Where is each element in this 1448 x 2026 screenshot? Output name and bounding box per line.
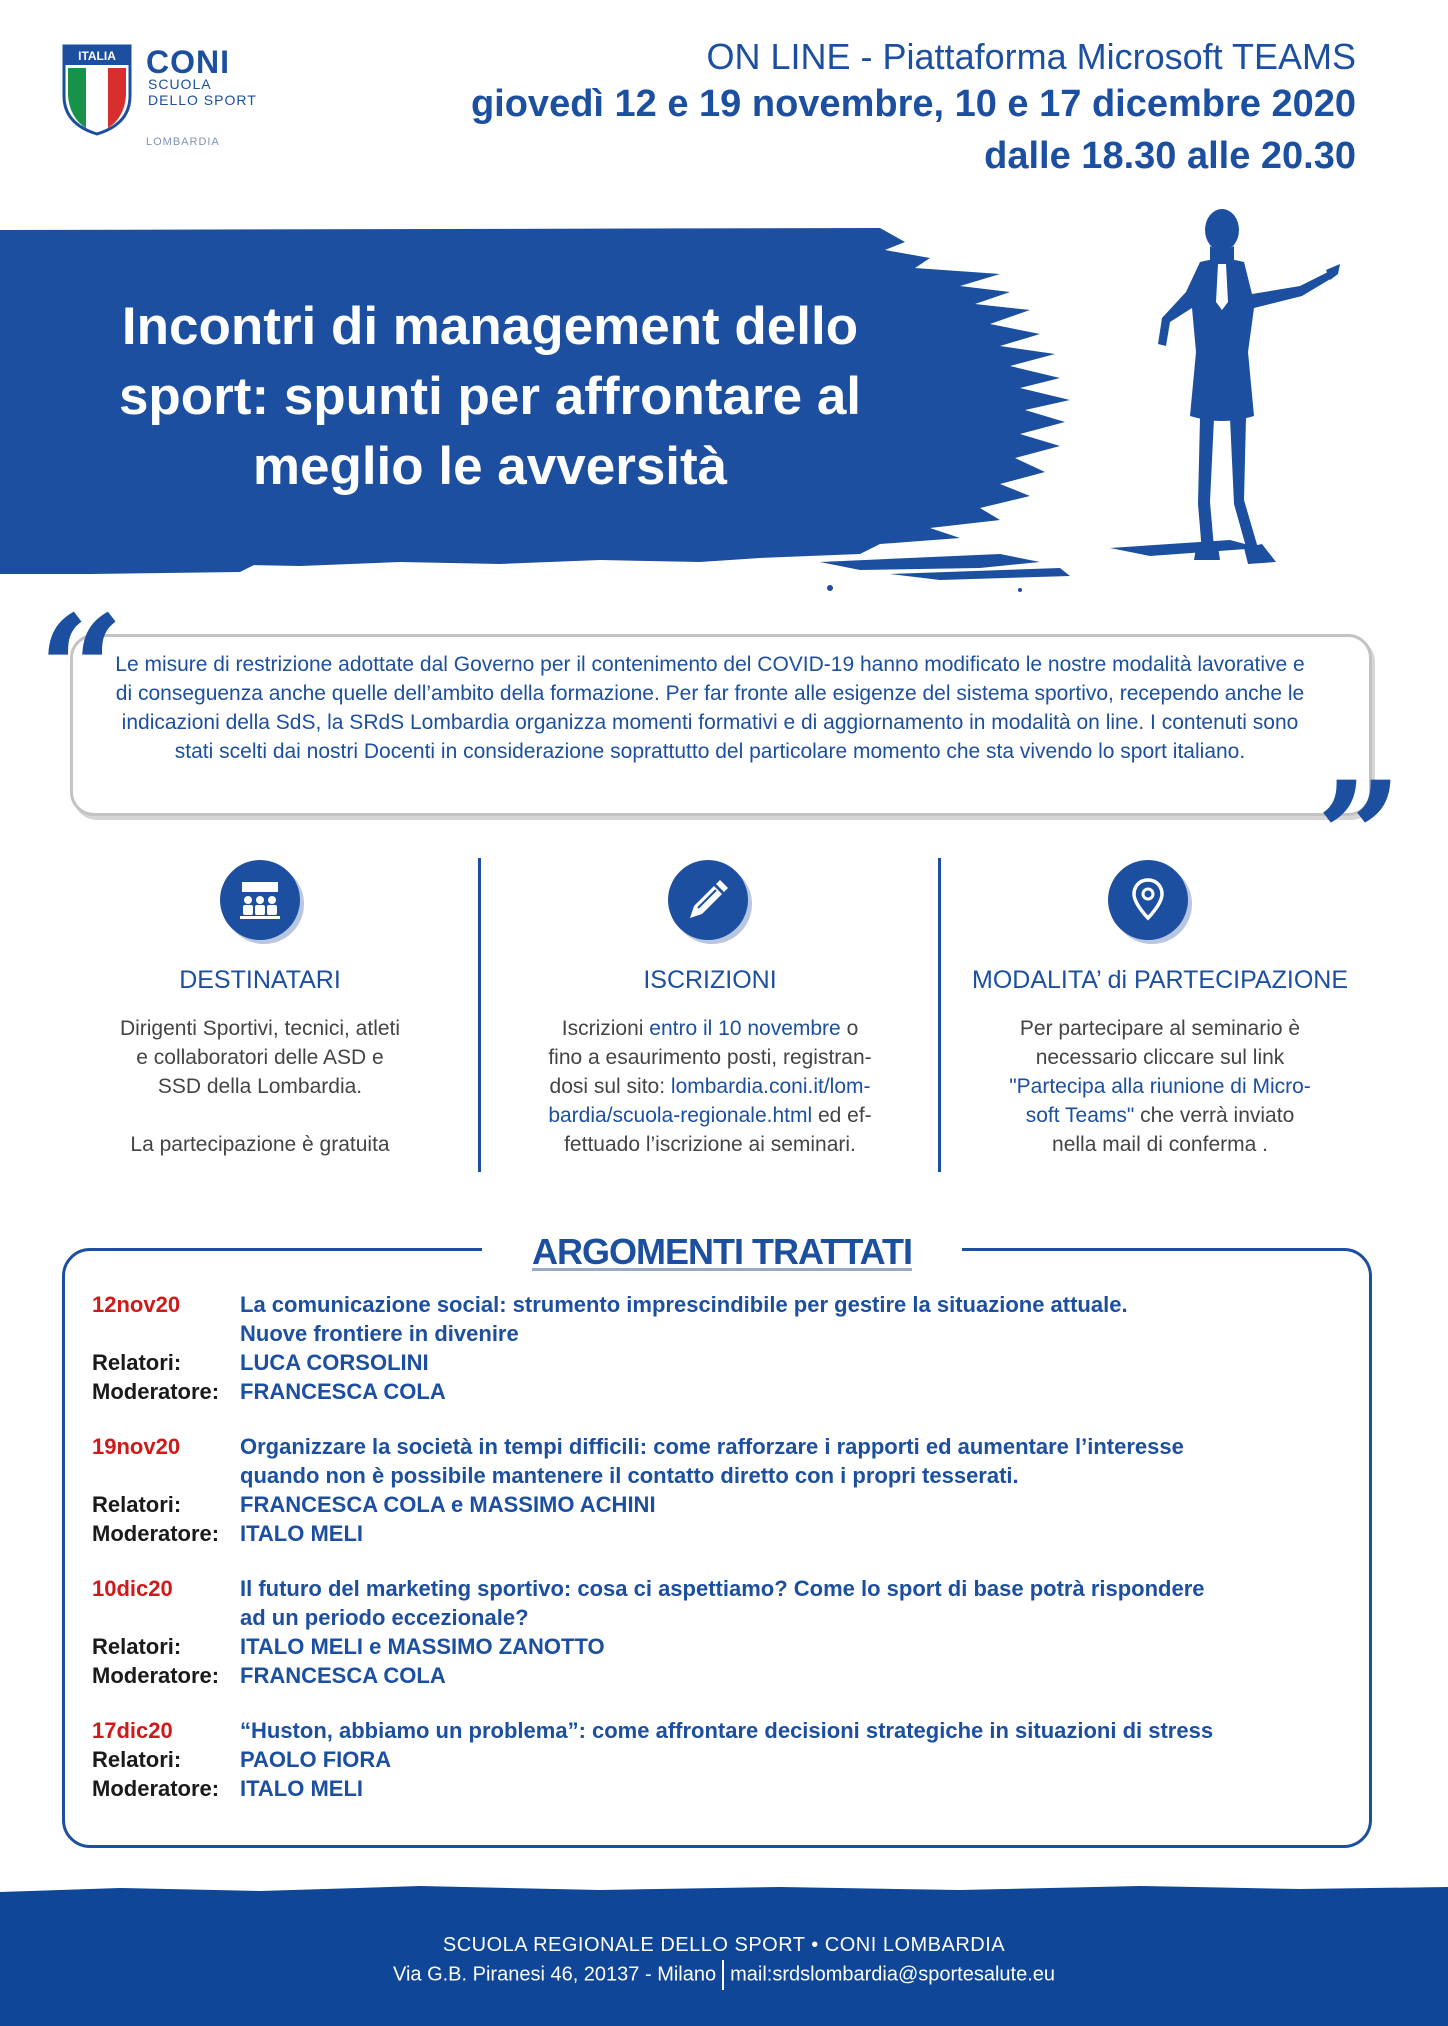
coni-sub-line2: DELLO SPORT	[148, 92, 257, 108]
destinatari-line: Dirigenti Sportivi, tecnici, atleti	[119, 1017, 401, 1040]
talk-relatori: LUCA CORSOLINI	[240, 1350, 429, 1375]
talk-list	[92, 1290, 1352, 1829]
destinatari-text	[40, 1014, 480, 1159]
teams-link[interactable]: "Partecipa alla riunione di Micro-	[1009, 1075, 1311, 1098]
iscrizioni-text-part: ed ef-	[812, 1104, 872, 1127]
coni-subtitle	[148, 76, 257, 108]
registration-link[interactable]: bardia/scuola-regionale.html	[548, 1104, 813, 1127]
hero-title-line1: Incontri di management dello	[121, 297, 859, 356]
event-info	[471, 36, 1356, 182]
talk-item	[92, 1290, 1352, 1406]
talk-title-cont: quando non è possibile mantenere il contatto diretto con i propri tesserati.	[240, 1463, 1019, 1488]
talk-moderatore: FRANCESCA COLA	[240, 1663, 446, 1688]
close-quote-icon: ”	[1316, 749, 1403, 925]
hero-title	[40, 292, 940, 502]
destinatari-line: e collaboratori delle ASD e	[136, 1046, 384, 1069]
talk-item	[92, 1432, 1352, 1548]
modalita-line: nella mail di conferma .	[1052, 1133, 1268, 1156]
talk-title: La comunicazione social: strumento imprescindibile per gestire la situazione attuale.	[240, 1292, 1128, 1317]
talk-relatori: FRANCESCA COLA e MASSIMO ACHINI	[240, 1492, 656, 1517]
moderatore-label: Moderatore:	[92, 1379, 220, 1404]
hero-banner	[0, 228, 1448, 608]
shield-badge-text: ITALIA	[78, 49, 116, 63]
modalita-text-part: che verrà inviato	[1134, 1104, 1295, 1127]
moderatore-label: Moderatore:	[92, 1521, 220, 1546]
talk-moderatore: ITALO MELI	[240, 1776, 364, 1801]
talk-relatori: ITALO MELI e MASSIMO ZANOTTO	[240, 1634, 605, 1659]
iscrizioni-text-part: Iscrizioni	[561, 1017, 650, 1040]
coni-sub-line1: SCUOLA	[148, 76, 212, 92]
event-platform: ON LINE - Piattaforma Microsoft TEAMS	[706, 36, 1356, 77]
italia-shield-icon	[62, 44, 132, 136]
talk-moderatore: FRANCESCA COLA	[240, 1379, 446, 1404]
registration-link[interactable]: lombardia.coni.it/lom-	[670, 1075, 871, 1098]
talk-item	[92, 1716, 1352, 1803]
moderatore-label: Moderatore:	[92, 1663, 220, 1688]
talk-date: 10dic20	[92, 1576, 173, 1601]
iscrizioni-text-part: dosi sul sito:	[549, 1075, 671, 1098]
talk-relatori: PAOLO FIORA	[240, 1747, 392, 1772]
modalita-text	[930, 1014, 1390, 1159]
iscrizioni-line: fettuado l’iscrizione ai seminari.	[564, 1133, 856, 1156]
pencil-icon	[668, 860, 748, 940]
audience-icon	[220, 860, 300, 940]
iscrizioni-text	[490, 1014, 930, 1159]
modalita-line: Per partecipare al seminario è	[1019, 1017, 1301, 1040]
talk-date: 19nov20	[92, 1434, 181, 1459]
relatori-label: Relatori:	[92, 1634, 182, 1659]
footer-bar	[0, 1892, 1448, 2026]
teams-link[interactable]: soft Teams"	[1025, 1104, 1135, 1127]
destinatari-line: SSD della Lombardia.	[157, 1075, 363, 1098]
relatori-label: Relatori:	[92, 1350, 182, 1375]
location-pin-icon	[1108, 860, 1188, 940]
open-quote-icon: “	[38, 583, 125, 759]
relatori-label: Relatori:	[92, 1747, 182, 1772]
modalita-title: MODALITA’ di PARTECIPAZIONE	[972, 966, 1348, 994]
argomenti-heading	[482, 1226, 962, 1278]
moderatore-label: Moderatore:	[92, 1776, 220, 1801]
footer-divider	[722, 1960, 724, 1990]
coni-name: CONI	[146, 44, 230, 80]
iscrizioni-text-part: o	[840, 1017, 859, 1040]
talk-date: 17dic20	[92, 1718, 173, 1743]
event-dates: giovedì 12 e 19 novembre, 10 e 17 dicembre 2020	[470, 83, 1356, 125]
iscrizioni-deadline: entro il 10 novembre	[649, 1017, 841, 1040]
footer-contacts	[0, 1960, 1448, 1990]
coni-logo	[62, 44, 292, 154]
footer-organization: SCUOLA REGIONALE DELLO SPORT • CONI LOMBARDIA	[442, 1934, 1006, 1956]
hero-title-line3: meglio le avversità	[252, 437, 728, 496]
destinatari-title: DESTINATARI	[179, 966, 341, 994]
talk-item	[92, 1574, 1352, 1690]
talk-title: Organizzare la società in tempi difficili: come rafforzare i rapporti ed aumentare l’interesse	[240, 1434, 1184, 1459]
talk-date: 12nov20	[92, 1292, 181, 1317]
event-hours: dalle 18.30 alle 20.30	[984, 135, 1356, 177]
iscrizioni-title: ISCRIZIONI	[643, 966, 777, 994]
talk-title-cont: ad un periodo eccezionale?	[240, 1605, 529, 1630]
coni-region: LOMBARDIA	[146, 136, 220, 146]
footer-email-link[interactable]: mail:srdslombardia@sportesalute.eu	[730, 1963, 1056, 1986]
destinatari-free-note: La partecipazione è gratuita	[130, 1133, 390, 1156]
talk-moderatore: ITALO MELI	[240, 1521, 364, 1546]
intro-quote-text: Le misure di restrizione adottate dal Governo per il contenimento del COVID-19 hanno modificato le nostre modalità lavorative e di conseguenza anche quelle dell’ambito della formazione. Per far fronte alle esigenze del sistema sportivo, recependo anche le indicazioni della SdS, la SRdS Lombardia organizza momenti formativi e di aggiornamento in modalità on line. I contenuti sono stati scelti dai nostri Docenti in considerazione soprattutto del particolare momento che sta vivendo lo sport italiano.	[115, 653, 1305, 763]
hero-title-line2: sport: spunti per affrontare al	[118, 367, 862, 426]
talk-title: Il futuro del marketing sportivo: cosa ci aspettiamo? Come lo sport di base potrà rispondere	[240, 1576, 1205, 1601]
talk-title-cont: Nuove frontiere in divenire	[240, 1321, 519, 1346]
iscrizioni-line: fino a esaurimento posti, registran-	[548, 1046, 872, 1069]
footer-address: Via G.B. Piranesi 46, 20137 - Milano	[392, 1963, 717, 1986]
modalita-line: necessario cliccare sul link	[1035, 1046, 1285, 1069]
relatori-label: Relatori:	[92, 1492, 182, 1517]
talk-title: “Huston, abbiamo un problema”: come affrontare decisioni strategiche in situazioni di stress	[240, 1718, 1214, 1743]
argomenti-title: ARGOMENTI TRATTATI	[532, 1231, 912, 1272]
presenter-silhouette-icon	[1140, 202, 1340, 592]
